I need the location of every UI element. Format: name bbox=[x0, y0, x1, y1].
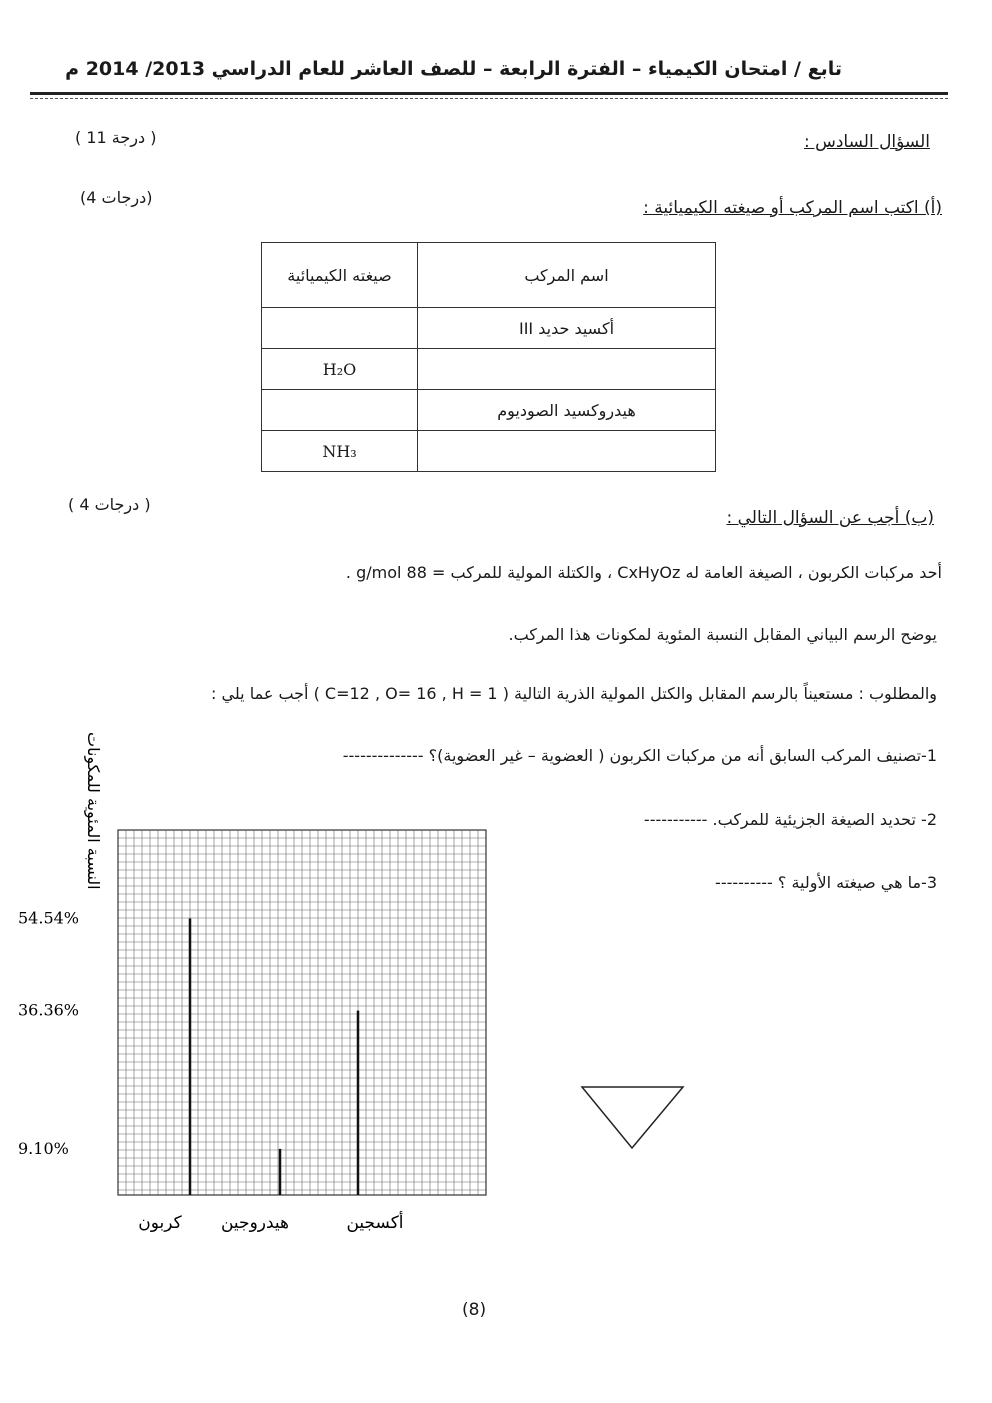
compound-description: أحد مركبات الكربون ، الصيغة العامة له CxHyOz ، والكتلة المولية للمركب = 88 g/mol . bbox=[345, 563, 942, 582]
y-tick-label: 36.36% bbox=[18, 1000, 80, 1020]
name-cell bbox=[418, 349, 716, 390]
x-category-label: أكسجين bbox=[346, 1213, 404, 1233]
table-header-row bbox=[262, 243, 716, 308]
page-number: (8) bbox=[462, 1300, 487, 1320]
name-cell bbox=[418, 431, 716, 472]
sub-question-2: 2- تحديد الصيغة الجزيئية للمركب. ----------- bbox=[643, 810, 937, 829]
page-header-title: تابع / امتحان الكيمياء – الفترة الرابعة – للصف العاشر للعام الدراسي 2013/ 2014 م bbox=[65, 58, 842, 80]
header-divider-dashed bbox=[30, 98, 948, 99]
triangle-symbol bbox=[580, 1085, 685, 1151]
formula-cell: H₂O bbox=[262, 349, 418, 390]
table-row bbox=[262, 308, 716, 349]
sub-question-1: 1-تصنيف المركب السابق أنه من مركبات الكربون ( العضوية – غير العضوية)؟ -------------- bbox=[342, 746, 937, 765]
part-b-marks: ( 4 درجات ) bbox=[68, 495, 151, 514]
chart-y-ticks bbox=[18, 909, 79, 1158]
table-row bbox=[262, 349, 716, 390]
chart-y-label: النسبة المئوية للمكونات bbox=[84, 732, 103, 890]
name-cell: أكسيد حديد III bbox=[418, 308, 716, 349]
part-b-label: (ب) أجب عن السؤال التالي : bbox=[726, 508, 934, 528]
chart-categories bbox=[138, 1211, 403, 1233]
table-row bbox=[262, 390, 716, 431]
formula-cell: NH₃ bbox=[262, 431, 418, 472]
part-a-marks: (4 درجات) bbox=[80, 188, 153, 207]
part-a-label: (أ) اكتب اسم المركب أو صيغته الكيميائية : bbox=[643, 198, 942, 218]
sub-question-3: 3-ما هي صيغته الأولية ؟ ---------- bbox=[715, 873, 937, 892]
composition-bar-chart bbox=[0, 720, 520, 1250]
chart-grid bbox=[118, 830, 486, 1195]
y-tick-label: 54.54% bbox=[18, 908, 80, 928]
header-name: اسم المركب bbox=[418, 243, 716, 308]
formula-cell bbox=[262, 308, 418, 349]
question-title: السؤال السادس : bbox=[803, 132, 930, 152]
header-formula: صيغته الكيميائية bbox=[262, 243, 418, 308]
formula-cell bbox=[262, 390, 418, 431]
x-category-label: هيدروجين bbox=[220, 1213, 290, 1233]
y-tick-label: 9.10% bbox=[18, 1138, 69, 1158]
compounds-table bbox=[261, 242, 716, 472]
name-cell: هيدروكسيد الصوديوم bbox=[418, 390, 716, 431]
chart-bars bbox=[190, 919, 358, 1195]
requirements-line: والمطلوب : مستعيناً بالرسم المقابل والكتل المولية الذرية التالية ( C=12 , O= 16 , H = 1 ) أجب عما يلي : bbox=[211, 684, 937, 703]
header-divider bbox=[30, 92, 948, 95]
table-row bbox=[262, 431, 716, 472]
x-category-label: كربون bbox=[138, 1213, 182, 1233]
chart-description: يوضح الرسم البياني المقابل النسبة المئوية لمكونات هذا المركب. bbox=[508, 625, 937, 644]
question-total-marks: ( 11 درجة ) bbox=[75, 128, 157, 147]
